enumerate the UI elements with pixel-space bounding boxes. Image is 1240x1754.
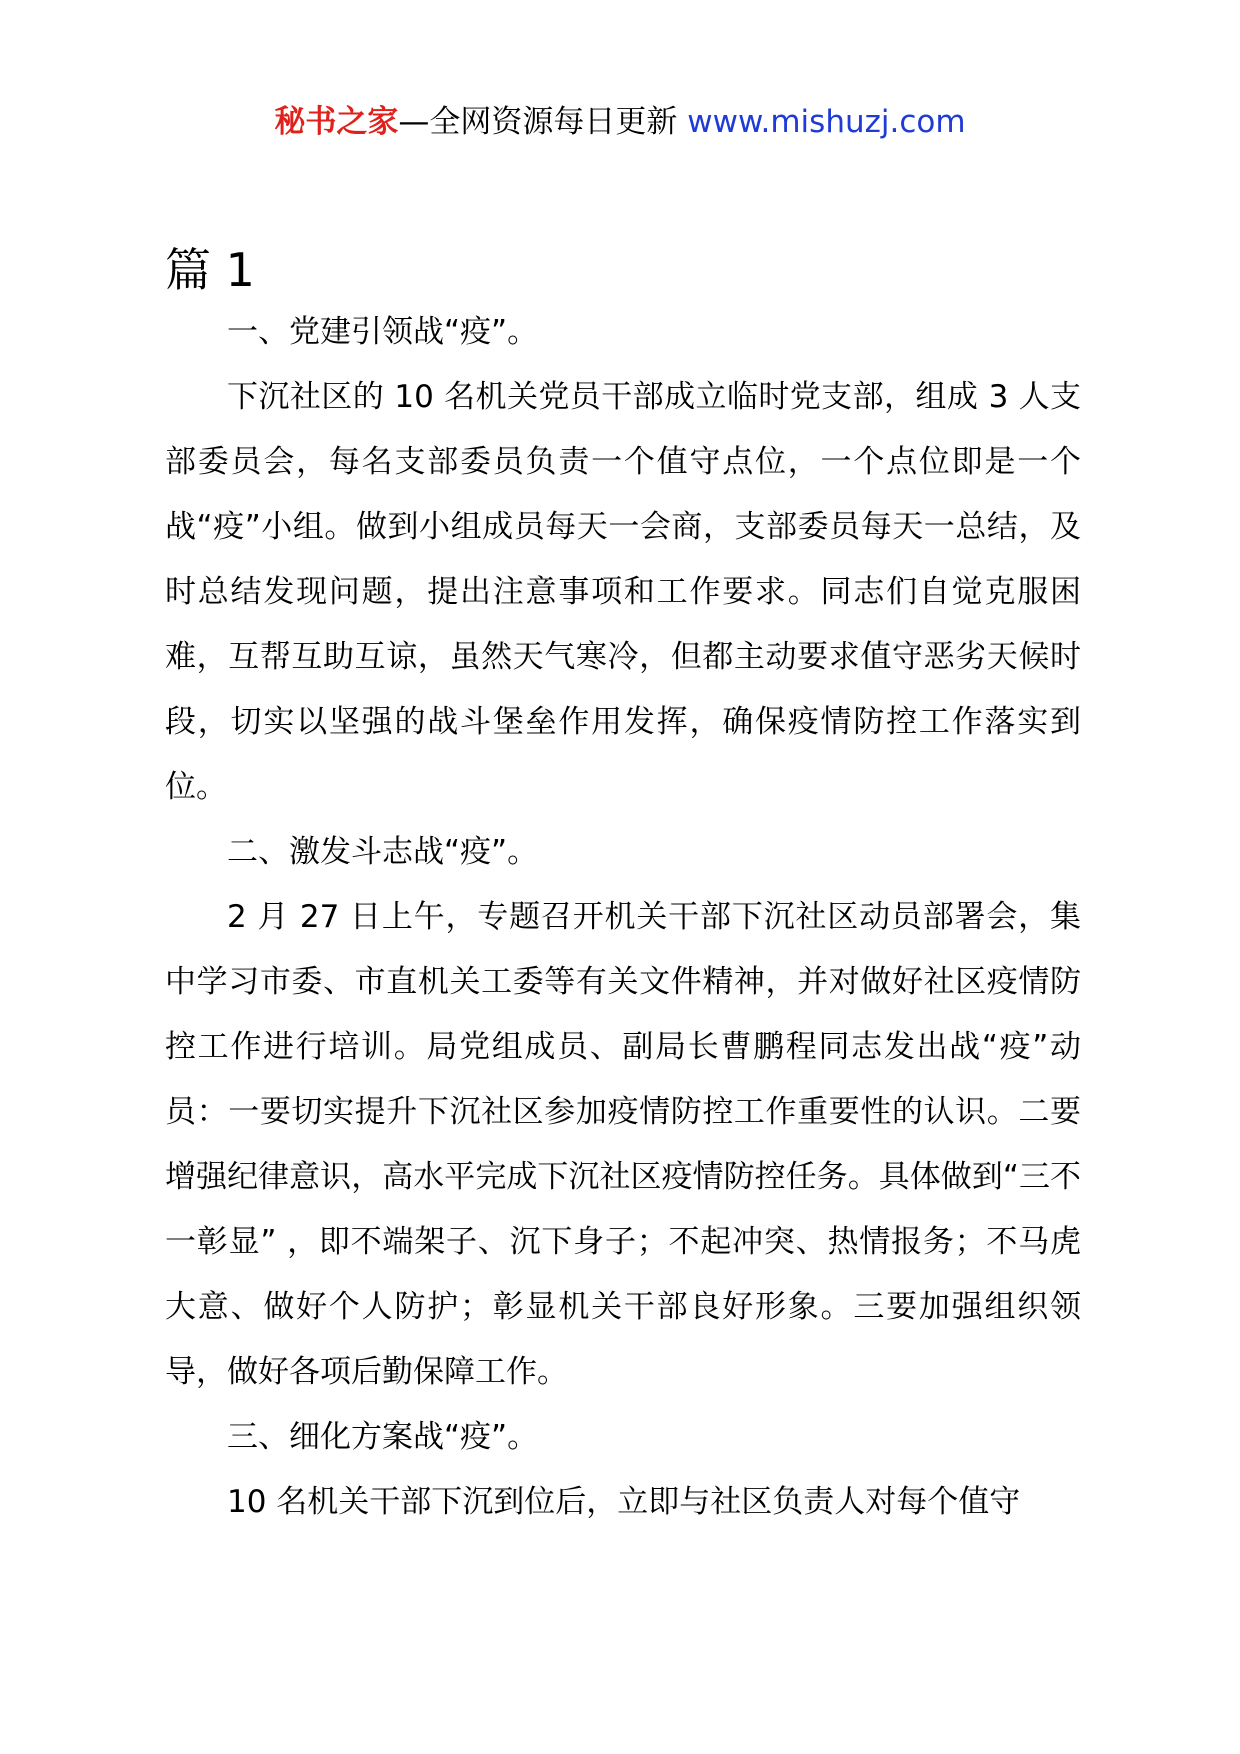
- site-header: [0, 100, 1240, 144]
- section-heading-2: 二、激发斗志战“疫”。: [227, 834, 539, 870]
- brand-name: 秘书之家: [274, 104, 399, 140]
- article-body: [165, 300, 1081, 1535]
- site-url: www.mishuzj.com: [687, 104, 966, 140]
- section-heading-3: 三、细化方案战“疫”。: [227, 1419, 539, 1455]
- section-heading-1: 一、党建引领战“疫”。: [227, 314, 539, 350]
- paragraph-2: 2 月 27 日上午，专题召开机关干部下沉社区动员部署会，集中学习市委、市直机关工委等有关文件精神，并对做好社区疫情防控工作进行培训。局党组成员、副局长曹鹏程同志发出战“疫”动员：一要切实提升下沉社区参加疫情防控工作重要性的认识。二要增强纪律意识，高水平完成下沉社区疫情防控任务。具体做到“三不一彰显” ，即不端架子、沉下身子；不起冲突、热情报务；不马虎大意、做好个人防护；彰显机关干部良好形象。三要加强组织领导，做好各项后勤保障工作。: [165, 899, 1081, 1390]
- header-tagline: —全网资源每日更新: [398, 104, 688, 140]
- paragraph-1: 下沉社区的 10 名机关党员干部成立临时党支部，组成 3 人支部委员会，每名支部委员负责一个值守点位，一个点位即是一个战“疫”小组。做到小组成员每天一会商，支部委员每天一总结，及时总结发现问题，提出注意事项和工作要求。同志们自觉克服困难，互帮互助互谅，虽然天气寒冷，但都主动要求值守恶劣天候时段，切实以坚强的战斗堡垒作用发挥，确保疫情防控工作落实到位。: [165, 379, 1081, 805]
- article-heading: 篇 1: [165, 243, 255, 297]
- paragraph-3: 10 名机关干部下沉到位后，立即与社区负责人对每个值守: [227, 1484, 1021, 1520]
